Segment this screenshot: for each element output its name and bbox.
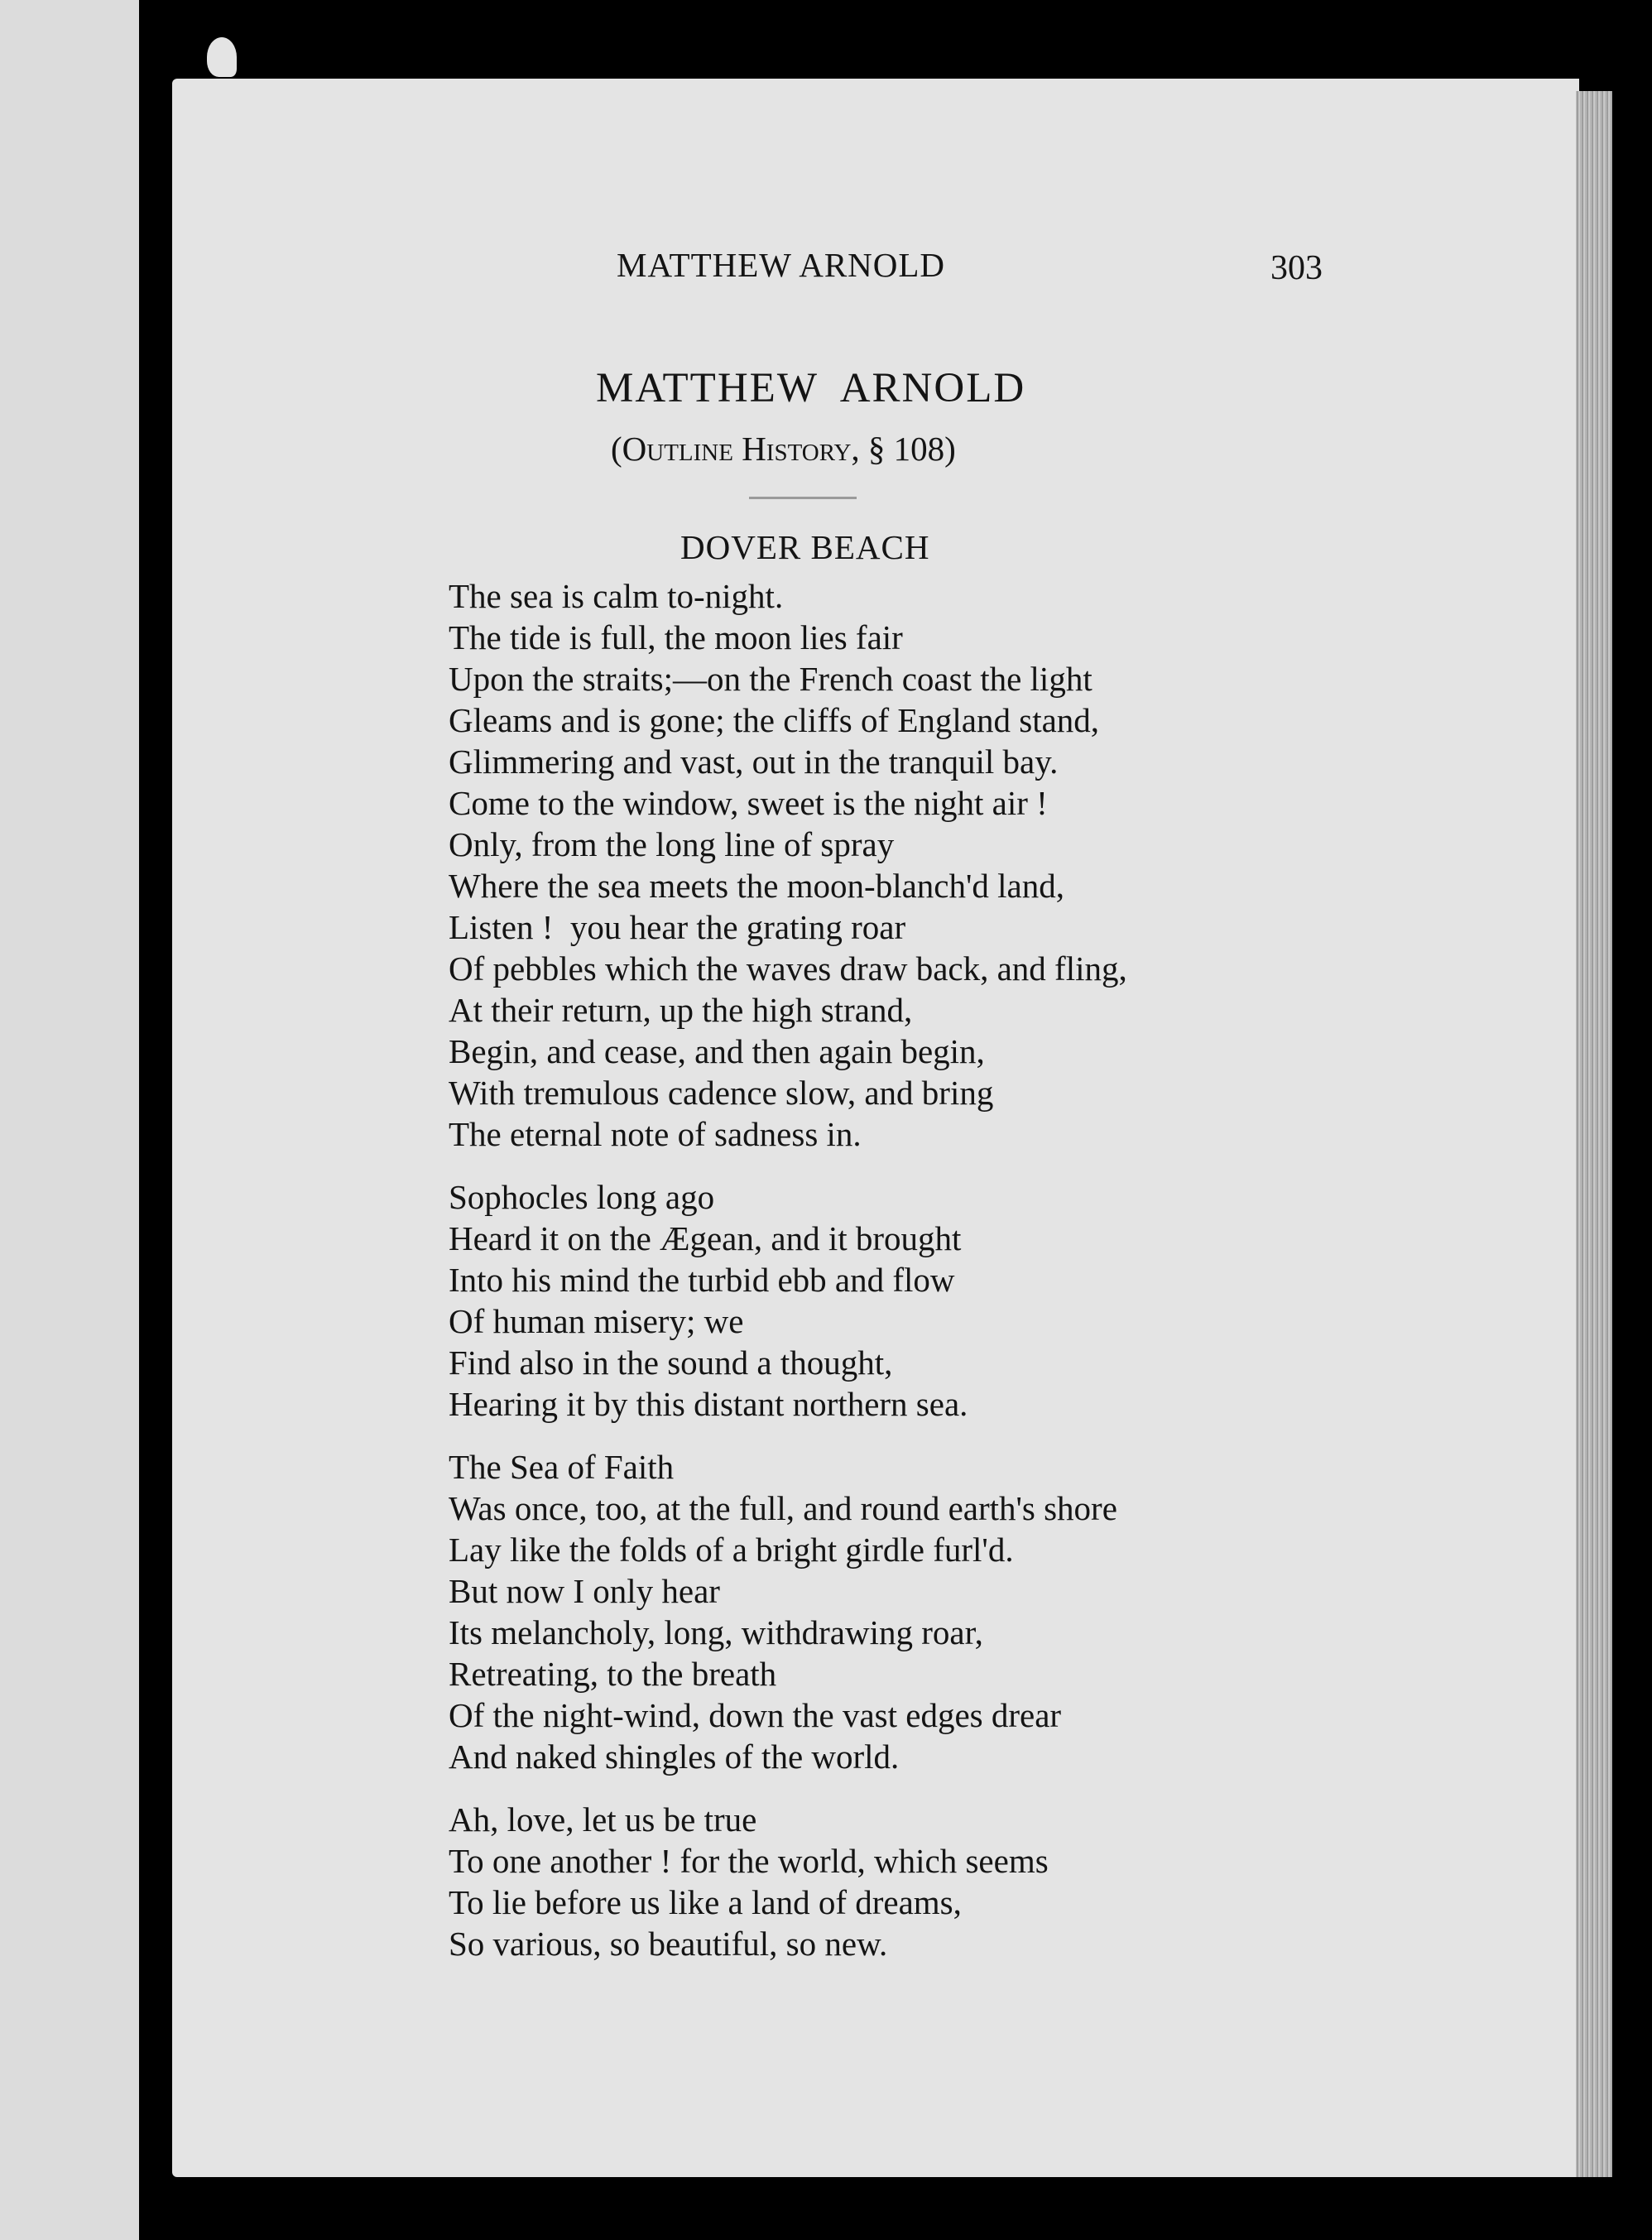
poem-line: Retreating, to the breath (449, 1655, 777, 1693)
poem-body (449, 575, 1442, 1986)
poem-title: DOVER BEACH (680, 528, 930, 566)
poem-line: So various, so beautiful, so new. (449, 1925, 888, 1963)
book-gutter (139, 0, 172, 2240)
poem-line: Of human misery; we (449, 1302, 744, 1340)
poem-line: Was once, too, at the full, and round earth's shore (449, 1489, 1117, 1527)
page-stack-edges (1576, 91, 1612, 2177)
poem-line: Find also in the sound a thought, (449, 1344, 893, 1382)
poem-line: And naked shingles of the world. (449, 1738, 900, 1776)
poem-line: Into his mind the turbid ebb and flow (449, 1261, 955, 1299)
author-heading: MATTHEW ARNOLD (596, 365, 1026, 411)
stanza-2 (449, 1176, 1442, 1425)
poem-line: Of pebbles which the waves draw back, and fling, (449, 949, 1127, 988)
poem-line: The tide is full, the moon lies fair (449, 618, 903, 656)
page-tab-mark (207, 37, 237, 77)
poem-line: With tremulous cadence slow, and bring (449, 1074, 994, 1112)
poem-line: At their return, up the high strand, (449, 991, 913, 1029)
poem-line: Sophocles long ago (449, 1178, 715, 1216)
poem-line: Glimmering and vast, out in the tranquil bay. (449, 743, 1059, 781)
outline-history-reference: (Outline History, § 108) (611, 430, 956, 468)
section-rule (749, 497, 857, 499)
page-number: 303 (1270, 249, 1323, 287)
poem-line: Where the sea meets the moon-blanch'd land, (449, 867, 1064, 905)
stanza-3 (449, 1446, 1442, 1777)
facing-page-edge (0, 0, 139, 2240)
poem-line: Ah, love, let us be true (449, 1800, 757, 1839)
running-head: MATTHEW ARNOLD (617, 246, 946, 284)
poem-line: Upon the straits;—on the French coast the light (449, 660, 1093, 698)
poem-line: Gleams and is gone; the cliffs of England stand, (449, 701, 1100, 739)
poem-line: But now I only hear (449, 1572, 720, 1610)
poem-line: To one another ! for the world, which seems (449, 1842, 1049, 1880)
poem-line: The eternal note of sadness in. (449, 1115, 862, 1153)
stanza-1 (449, 575, 1442, 1155)
poem-line: To lie before us like a land of dreams, (449, 1883, 962, 1921)
poem-line: Hearing it by this distant northern sea. (449, 1385, 968, 1423)
poem-line: Begin, and cease, and then again begin, (449, 1032, 985, 1070)
poem-line: The Sea of Faith (449, 1448, 675, 1486)
poem-line: Only, from the long line of spray (449, 825, 895, 863)
poem-line: Of the night-wind, down the vast edges drear (449, 1696, 1062, 1734)
poem-line: The sea is calm to-night. (449, 577, 784, 615)
poem-line: Its melancholy, long, withdrawing roar, (449, 1613, 983, 1651)
stanza-4 (449, 1799, 1442, 1964)
poem-line: Lay like the folds of a bright girdle furl'd. (449, 1531, 1014, 1569)
poem-line: Come to the window, sweet is the night air ! (449, 784, 1048, 822)
poem-line: Heard it on the Ægean, and it brought (449, 1219, 962, 1257)
poem-line: Listen ! you hear the grating roar (449, 908, 906, 946)
